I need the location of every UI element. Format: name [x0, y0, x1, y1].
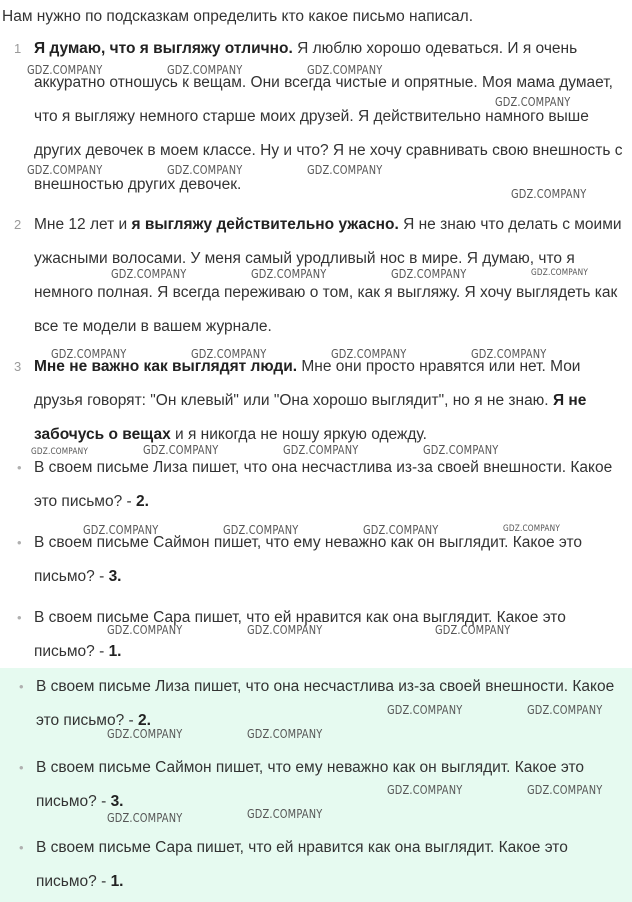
letter-bold-text: Мне не важно как выглядят люди. — [34, 358, 298, 375]
watermark-text: GDZ.COMPANY — [363, 523, 439, 537]
watermark-text: GDZ.COMPANY — [391, 267, 467, 281]
watermark-text: GDZ.COMPANY — [167, 63, 243, 77]
watermark-text: GDZ.COMPANY — [143, 443, 219, 457]
bullet-icon: • — [17, 535, 22, 550]
watermark-text: GDZ.COMPANY — [435, 623, 511, 637]
answer-value: 3. — [108, 568, 122, 585]
watermark-text: GDZ.COMPANY — [223, 523, 299, 537]
answer-value: 1. — [110, 873, 124, 890]
watermark-text: GDZ.COMPANY — [387, 783, 463, 797]
watermark-text: GDZ.COMPANY — [511, 187, 587, 201]
bullet-icon: • — [19, 840, 24, 855]
letter-number: 3 — [14, 359, 22, 374]
watermark-text: GDZ.COMPANY — [247, 727, 323, 741]
watermark-text: GDZ.COMPANY — [83, 523, 159, 537]
answer-text: В своем письме Сара пишет, что ей нравится как она выглядит. Какое это письмо? - — [36, 839, 568, 890]
letter-text: Я не знаю что делать с моими ужасными волосами. У меня самый уродливый нос в мире. Я думаю, что я немного полная. Я всегда переживаю о том, как я выгляжу. Я хочу выглядеть как все те модели в вашем журнале. — [34, 216, 622, 335]
watermark-text: GDZ.COMPANY — [107, 811, 183, 825]
letter-text: Я люблю хорошо одеваться. И я очень аккуратно отношусь к вещам. Они всегда чистые и опрятные. Моя мама думает, что я выгляжу немного старше моих друзей. Я действительно намного выше других девочек в моем классе. Ну и что? Я не хочу сравнивать свою внешность с внешностью других девочек. — [34, 40, 623, 193]
answer-value: 2. — [135, 493, 149, 510]
letter-text-2: и я никогда не ношу яркую одежду. — [170, 426, 427, 443]
watermark-text: GDZ.COMPANY — [471, 347, 547, 361]
intro-text: Нам нужно по подсказкам определить кто какое письмо написал. — [2, 8, 473, 25]
watermark-text: GDZ.COMPANY — [111, 267, 187, 281]
watermark-text: GDZ.COMPANY — [387, 703, 463, 717]
answer-text: В своем письме Саймон пишет, что ему неважно как он выглядит. Какое это письмо? - — [34, 534, 583, 585]
watermark-text: GDZ.COMPANY — [527, 783, 603, 797]
answer-text: В своем письме Саймон пишет, что ему неважно как он выглядит. Какое это письмо? - — [36, 759, 585, 810]
watermark-text: GDZ.COMPANY — [307, 163, 383, 177]
letter-number: 1 — [14, 41, 22, 56]
letter-bold-text: Я думаю, что я выгляжу отлично. — [34, 40, 293, 57]
watermark-text: GDZ.COMPANY — [503, 524, 561, 534]
letter-number: 2 — [14, 217, 22, 232]
watermark-text: GDZ.COMPANY — [331, 347, 407, 361]
watermark-text: GDZ.COMPANY — [107, 623, 183, 637]
watermark-text: GDZ.COMPANY — [283, 443, 359, 457]
watermark-text: GDZ.COMPANY — [307, 63, 383, 77]
answer-value: 3. — [110, 793, 124, 810]
bullet-icon: • — [17, 460, 22, 475]
answer-text: В своем письме Сара пишет, что ей нравится как она выглядит. Какое это письмо? - — [34, 609, 566, 660]
watermark-text: GDZ.COMPANY — [251, 267, 327, 281]
watermark-text: GDZ.COMPANY — [27, 163, 103, 177]
bullet-icon: • — [19, 679, 24, 694]
answer-text: В своем письме Лиза пишет, что она несчастлива из-за своей внешности. Какое это письмо? - — [34, 459, 613, 510]
watermark-text: GDZ.COMPANY — [107, 727, 183, 741]
letter-bold-text-2: Я не забочусь о вещах — [34, 392, 587, 443]
watermark-text: GDZ.COMPANY — [27, 63, 103, 77]
watermark-text: GDZ.COMPANY — [527, 703, 603, 717]
answer-text: В своем письме Лиза пишет, что она несчастлива из-за своей внешности. Какое это письмо? - — [36, 678, 615, 729]
answer-value: 1. — [108, 643, 122, 660]
watermark-text: GDZ.COMPANY — [31, 447, 89, 457]
letter-text: Мне они просто нравятся или нет. Мои друзья говорят: "Он клевый" или "Она хорошо выглядит", но я не знаю. — [34, 358, 581, 409]
answer-value: 2. — [137, 712, 151, 729]
bullet-icon: • — [17, 610, 22, 625]
watermark-text: GDZ.COMPANY — [423, 443, 499, 457]
letter-text-pre: Мне 12 лет и — [34, 216, 132, 233]
watermark-text: GDZ.COMPANY — [247, 623, 323, 637]
answer-item-highlighted — [19, 831, 628, 899]
letter-bold-text: я выгляжу действительно ужасно. — [131, 216, 399, 233]
watermark-text: GDZ.COMPANY — [167, 163, 243, 177]
watermark-text: GDZ.COMPANY — [191, 347, 267, 361]
bullet-icon: • — [19, 760, 24, 775]
watermark-text: GDZ.COMPANY — [247, 807, 323, 821]
watermark-text: GDZ.COMPANY — [531, 268, 589, 278]
watermark-text: GDZ.COMPANY — [51, 347, 127, 361]
watermark-text: GDZ.COMPANY — [495, 95, 571, 109]
answer-item — [17, 451, 630, 519]
